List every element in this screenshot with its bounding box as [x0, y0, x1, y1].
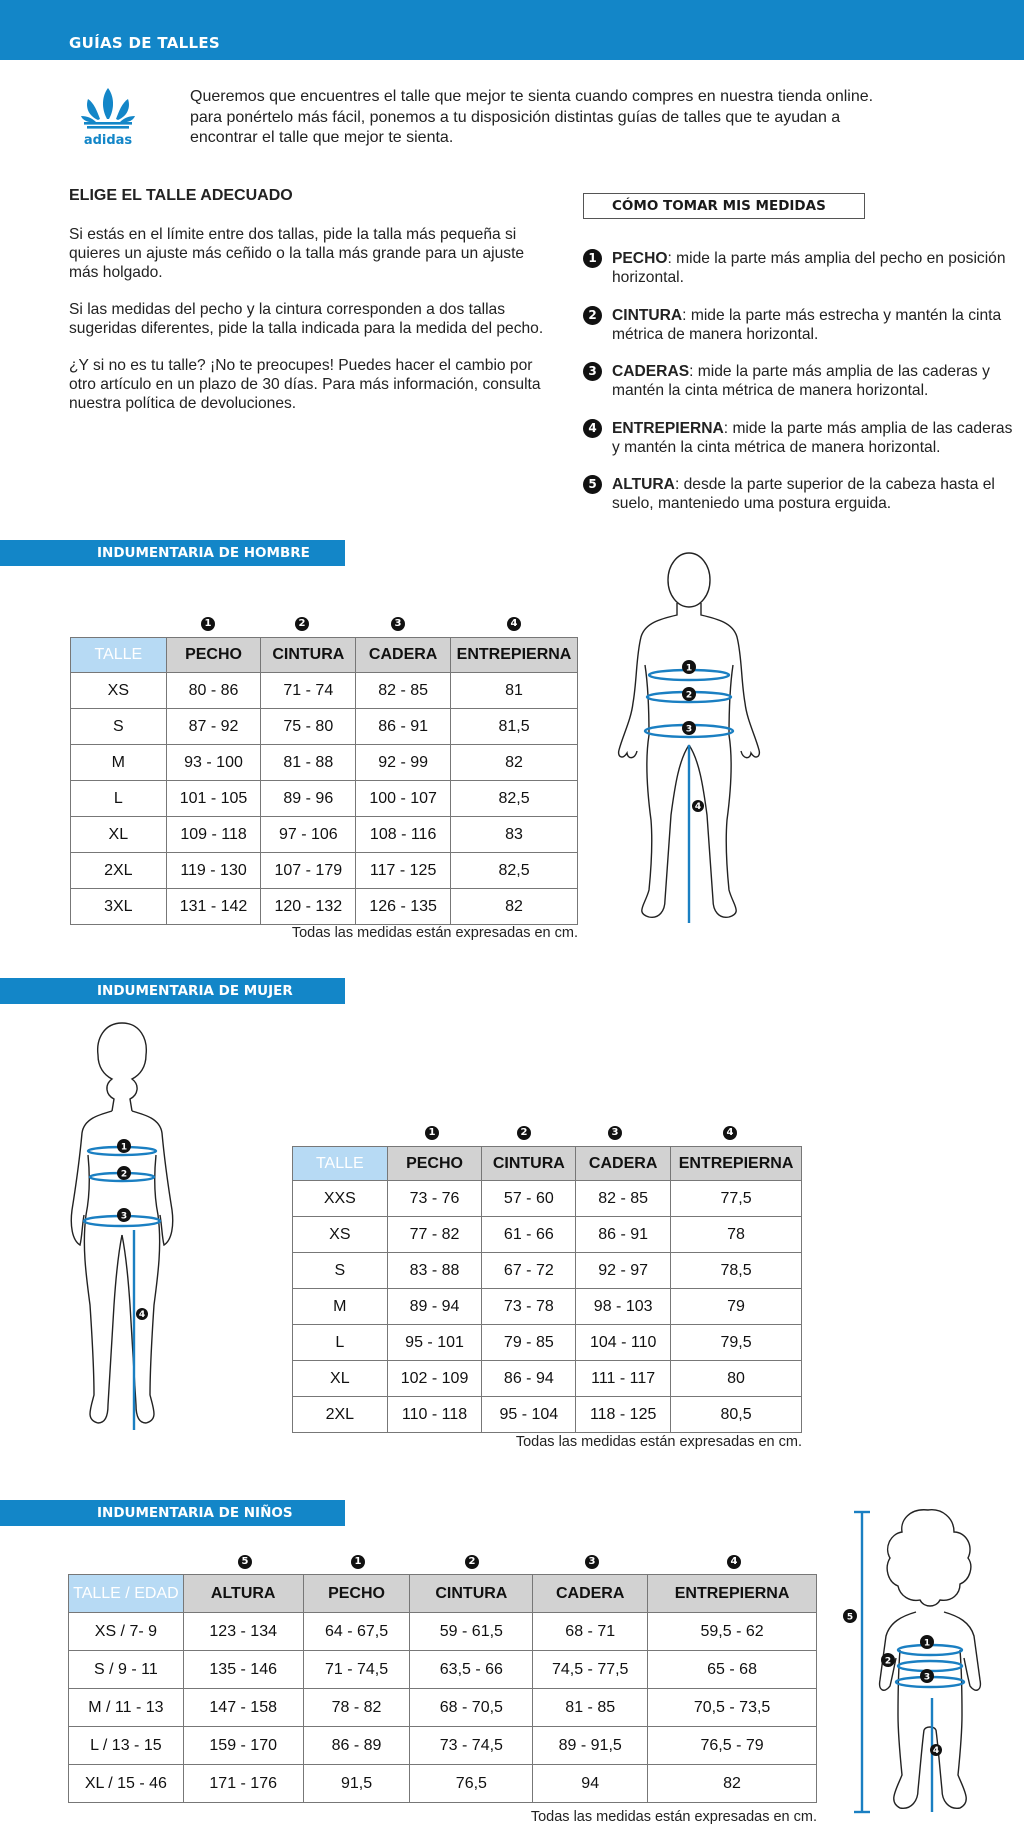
step-waist: [583, 306, 1013, 344]
women-size-table: [292, 1146, 802, 1433]
table-cell: 82 - 85: [576, 1181, 671, 1217]
column-number: 2: [295, 617, 309, 631]
table-cell: 83 - 88: [387, 1253, 482, 1289]
table-cell: 74,5 - 77,5: [533, 1651, 648, 1689]
step-hips: [583, 362, 1013, 400]
column-number: 4: [727, 1555, 741, 1569]
men-size-table: [70, 637, 578, 925]
adidas-logo: [78, 86, 138, 150]
step-label: ENTREPIERNA: [612, 419, 724, 437]
howto-title: CÓMO TOMAR MIS MEDIDAS: [583, 193, 865, 219]
table-cell: XS: [293, 1217, 388, 1253]
table-cell: 91,5: [303, 1765, 410, 1803]
table-header-row: [293, 1147, 802, 1181]
table-cell: 71 - 74,5: [303, 1651, 410, 1689]
table-cell: L: [293, 1325, 388, 1361]
step-number: 4: [583, 419, 602, 438]
table-cell: 78,5: [671, 1253, 802, 1289]
column-number: 2: [517, 1126, 531, 1140]
advice-title: ELIGE EL TALLE ADECUADO: [69, 187, 293, 204]
table-cell: 108 - 116: [356, 817, 451, 853]
step-label: CADERAS: [612, 363, 690, 380]
table-cell: 75 - 80: [261, 709, 356, 745]
table-cell: 147 - 158: [183, 1689, 303, 1727]
step-height: [583, 475, 1013, 513]
table-cell: 92 - 99: [356, 745, 451, 781]
column-header: ENTREPIERNA: [671, 1147, 802, 1181]
table-row: [293, 1397, 802, 1433]
table-cell: 73 - 76: [387, 1181, 482, 1217]
table-cell: XS / 7- 9: [69, 1613, 184, 1651]
table-cell: 80 - 86: [166, 673, 261, 709]
table-cell: XXS: [293, 1181, 388, 1217]
table-cell: 65 - 68: [648, 1651, 817, 1689]
intro-line: encontrar el talle que mejor te sienta.: [190, 129, 454, 146]
table-cell: 89 - 96: [261, 781, 356, 817]
table-cell: 118 - 125: [576, 1397, 671, 1433]
table-cell: 120 - 132: [261, 889, 356, 925]
step-number: 1: [583, 249, 602, 268]
table-cell: 111 - 117: [576, 1361, 671, 1397]
table-cell: 79,5: [671, 1325, 802, 1361]
table-cell: 92 - 97: [576, 1253, 671, 1289]
column-header: CINTURA: [410, 1575, 533, 1613]
table-cell: 82 - 85: [356, 673, 451, 709]
table-cell: 97 - 106: [261, 817, 356, 853]
men-column-numbers: [70, 617, 578, 635]
svg-text:2: 2: [120, 1169, 128, 1180]
column-number: 5: [238, 1555, 252, 1569]
man-figure: [605, 545, 765, 930]
svg-text:1: 1: [923, 1638, 931, 1649]
table-cell: 70,5 - 73,5: [648, 1689, 817, 1727]
intro-line: para ponértelo más fácil, ponemos a tu disposición distintas guías de talles que te ayudan a: [190, 108, 841, 126]
child-figure: [840, 1500, 1020, 1820]
step-text: : mide la parte más amplia de las caderas y mantén la cinta métrica de manera horizontal.: [612, 363, 990, 399]
table-cell: 94: [533, 1765, 648, 1803]
table-cell: 82: [451, 745, 578, 781]
table-row: [71, 889, 578, 925]
table-cell: XL / 15 - 46: [69, 1765, 184, 1803]
advice-section: [69, 186, 549, 431]
intro-text: [190, 87, 950, 149]
table-row: [293, 1181, 802, 1217]
table-cell: 76,5 - 79: [648, 1727, 817, 1765]
table-cell: 81: [451, 673, 578, 709]
woman-figure: [60, 1015, 190, 1435]
column-header: CADERA: [356, 638, 451, 673]
column-header: PECHO: [166, 638, 261, 673]
column-number: 4: [507, 617, 521, 631]
table-row: [71, 745, 578, 781]
step-number: 5: [583, 475, 602, 494]
svg-text:1: 1: [685, 663, 693, 674]
svg-text:3: 3: [923, 1672, 931, 1683]
step-label: CINTURA: [612, 306, 683, 324]
table-cell: 117 - 125: [356, 853, 451, 889]
table-row: [293, 1289, 802, 1325]
table-row: [293, 1361, 802, 1397]
table-cell: 89 - 94: [387, 1289, 482, 1325]
section-bar-men: INDUMENTARIA DE HOMBRE: [0, 540, 345, 566]
table-cell: 95 - 104: [482, 1397, 576, 1433]
table-cell: 82,5: [451, 781, 578, 817]
table-cell: 67 - 72: [482, 1253, 576, 1289]
table-cell: 86 - 91: [356, 709, 451, 745]
table-cell: 59 - 61,5: [410, 1613, 533, 1651]
section-bar-kids: INDUMENTARIA DE NIÑOS: [0, 1500, 345, 1526]
table-cell: M / 11 - 13: [69, 1689, 184, 1727]
table-row: [69, 1689, 817, 1727]
units-note: Todas las medidas están expresadas en cm.: [291, 925, 578, 941]
table-cell: 61 - 66: [482, 1217, 576, 1253]
column-number: 1: [201, 617, 215, 631]
table-cell: 64 - 67,5: [303, 1613, 410, 1651]
svg-text:3: 3: [120, 1211, 128, 1222]
table-row: [69, 1765, 817, 1803]
table-cell: M: [71, 745, 167, 781]
column-number: 1: [351, 1555, 365, 1569]
table-cell: 119 - 130: [166, 853, 261, 889]
column-number: 3: [585, 1555, 599, 1569]
table-cell: 95 - 101: [387, 1325, 482, 1361]
table-cell: XS: [71, 673, 167, 709]
table-cell: 86 - 91: [576, 1217, 671, 1253]
table-cell: L: [71, 781, 167, 817]
table-cell: 102 - 109: [387, 1361, 482, 1397]
table-cell: 2XL: [71, 853, 167, 889]
table-cell: 76,5: [410, 1765, 533, 1803]
table-cell: 82: [648, 1765, 817, 1803]
svg-text:4: 4: [138, 1310, 146, 1320]
table-row: [293, 1217, 802, 1253]
table-cell: 3XL: [71, 889, 167, 925]
column-header: TALLE: [293, 1147, 388, 1181]
table-row: [69, 1651, 817, 1689]
svg-text:3: 3: [685, 724, 693, 735]
kids-column-numbers: [68, 1555, 817, 1573]
units-note: Todas las medidas están expresadas en cm.: [515, 1434, 802, 1450]
table-row: [293, 1253, 802, 1289]
table-row: [71, 781, 578, 817]
table-row: [71, 709, 578, 745]
step-label: ALTURA: [612, 476, 675, 493]
table-cell: 98 - 103: [576, 1289, 671, 1325]
svg-text:adidas: adidas: [83, 133, 133, 148]
kids-size-table: [68, 1574, 817, 1803]
column-header: CADERA: [533, 1575, 648, 1613]
table-cell: 171 - 176: [183, 1765, 303, 1803]
table-cell: 2XL: [293, 1397, 388, 1433]
table-cell: 79 - 85: [482, 1325, 576, 1361]
column-number: 3: [391, 617, 405, 631]
intro-line: Queremos que encuentres el talle que mejor te sienta cuando compres en nuestra tienda online.: [190, 88, 874, 105]
table-cell: 89 - 91,5: [533, 1727, 648, 1765]
svg-text:2: 2: [685, 690, 693, 701]
table-cell: 81 - 85: [533, 1689, 648, 1727]
section-bar-women: INDUMENTARIA DE MUJER: [0, 978, 345, 1004]
svg-text:4: 4: [932, 1746, 940, 1756]
svg-text:4: 4: [694, 802, 702, 812]
page-title: GUÍAS DE TALLES: [69, 34, 220, 52]
column-number: 3: [608, 1126, 622, 1140]
table-cell: S / 9 - 11: [69, 1651, 184, 1689]
table-cell: 107 - 179: [261, 853, 356, 889]
column-number: 1: [425, 1126, 439, 1140]
table-cell: 68 - 71: [533, 1613, 648, 1651]
column-header: PECHO: [303, 1575, 410, 1613]
table-cell: 63,5 - 66: [410, 1651, 533, 1689]
column-header: ALTURA: [183, 1575, 303, 1613]
table-row: [71, 817, 578, 853]
step-label: PECHO: [612, 250, 668, 267]
advice-paragraph: ¿Y si no es tu talle? ¡No te preocupes! Puedes hacer el cambio por otro artículo en un plazo de 30 días. Para más información, consulta nuestra política de devoluciones.: [69, 357, 541, 412]
column-header: CINTURA: [261, 638, 356, 673]
column-number: 4: [723, 1126, 737, 1140]
column-header: ENTREPIERNA: [451, 638, 578, 673]
table-cell: 104 - 110: [576, 1325, 671, 1361]
column-header: CINTURA: [482, 1147, 576, 1181]
column-header: PECHO: [387, 1147, 482, 1181]
step-number: 3: [583, 362, 602, 381]
table-cell: S: [71, 709, 167, 745]
table-cell: 79: [671, 1289, 802, 1325]
svg-text:5: 5: [846, 1612, 854, 1623]
units-note: Todas las medidas están expresadas en cm.: [530, 1809, 817, 1825]
step-text: : desde la parte superior de la cabeza hasta el suelo, manteniedo uma postura erguida.: [612, 476, 995, 512]
table-cell: 81 - 88: [261, 745, 356, 781]
column-number: 2: [465, 1555, 479, 1569]
table-row: [69, 1727, 817, 1765]
table-cell: 135 - 146: [183, 1651, 303, 1689]
table-cell: 131 - 142: [166, 889, 261, 925]
table-cell: 78 - 82: [303, 1689, 410, 1727]
table-cell: S: [293, 1253, 388, 1289]
table-cell: 81,5: [451, 709, 578, 745]
table-cell: 68 - 70,5: [410, 1689, 533, 1727]
table-cell: 82,5: [451, 853, 578, 889]
women-column-numbers: [292, 1126, 802, 1144]
table-cell: 82: [451, 889, 578, 925]
table-header-row: [71, 638, 578, 673]
table-row: [71, 673, 578, 709]
table-cell: 71 - 74: [261, 673, 356, 709]
table-cell: 59,5 - 62: [648, 1613, 817, 1651]
table-cell: 80,5: [671, 1397, 802, 1433]
column-header: ENTREPIERNA: [648, 1575, 817, 1613]
column-header: TALLE / EDAD: [69, 1575, 184, 1613]
step-number: 2: [583, 306, 602, 325]
advice-paragraph: Si las medidas del pecho y la cintura corresponden a dos tallas sugeridas diferentes, pide la talla indicada para la medida del pecho.: [69, 301, 544, 337]
table-cell: 159 - 170: [183, 1727, 303, 1765]
column-header: TALLE: [71, 638, 167, 673]
step-text: : mide la parte más estrecha y mantén la cinta métrica de manera horizontal.: [612, 306, 1002, 343]
svg-text:2: 2: [884, 1656, 892, 1667]
table-cell: 80: [671, 1361, 802, 1397]
table-cell: 77,5: [671, 1181, 802, 1217]
table-row: [71, 853, 578, 889]
howto-steps: [583, 249, 1013, 532]
table-cell: 73 - 74,5: [410, 1727, 533, 1765]
table-cell: 100 - 107: [356, 781, 451, 817]
step-text: : mide la parte más amplia de las caderas y mantén la cinta métrica de manera horizontal.: [612, 419, 1013, 456]
table-cell: 87 - 92: [166, 709, 261, 745]
column-header: CADERA: [576, 1147, 671, 1181]
table-cell: 126 - 135: [356, 889, 451, 925]
table-cell: XL: [293, 1361, 388, 1397]
step-inseam: [583, 419, 1013, 457]
table-cell: M: [293, 1289, 388, 1325]
table-cell: 93 - 100: [166, 745, 261, 781]
table-cell: 86 - 89: [303, 1727, 410, 1765]
table-row: [293, 1325, 802, 1361]
table-cell: L / 13 - 15: [69, 1727, 184, 1765]
table-header-row: [69, 1575, 817, 1613]
step-text: : mide la parte más amplia del pecho en posición horizontal.: [612, 250, 1006, 286]
table-cell: 77 - 82: [387, 1217, 482, 1253]
svg-text:1: 1: [120, 1142, 128, 1153]
step-chest: [583, 249, 1013, 287]
table-cell: 110 - 118: [387, 1397, 482, 1433]
table-row: [69, 1613, 817, 1651]
table-cell: 57 - 60: [482, 1181, 576, 1217]
table-cell: 123 - 134: [183, 1613, 303, 1651]
table-cell: XL: [71, 817, 167, 853]
table-cell: 101 - 105: [166, 781, 261, 817]
table-cell: 78: [671, 1217, 802, 1253]
table-cell: 73 - 78: [482, 1289, 576, 1325]
table-cell: 83: [451, 817, 578, 853]
table-cell: 86 - 94: [482, 1361, 576, 1397]
advice-paragraph: Si estás en el límite entre dos tallas, pide la talla más pequeña si quieres un ajuste más ceñido o la talla más grande para un ajuste más holgado.: [69, 226, 525, 281]
table-cell: 109 - 118: [166, 817, 261, 853]
